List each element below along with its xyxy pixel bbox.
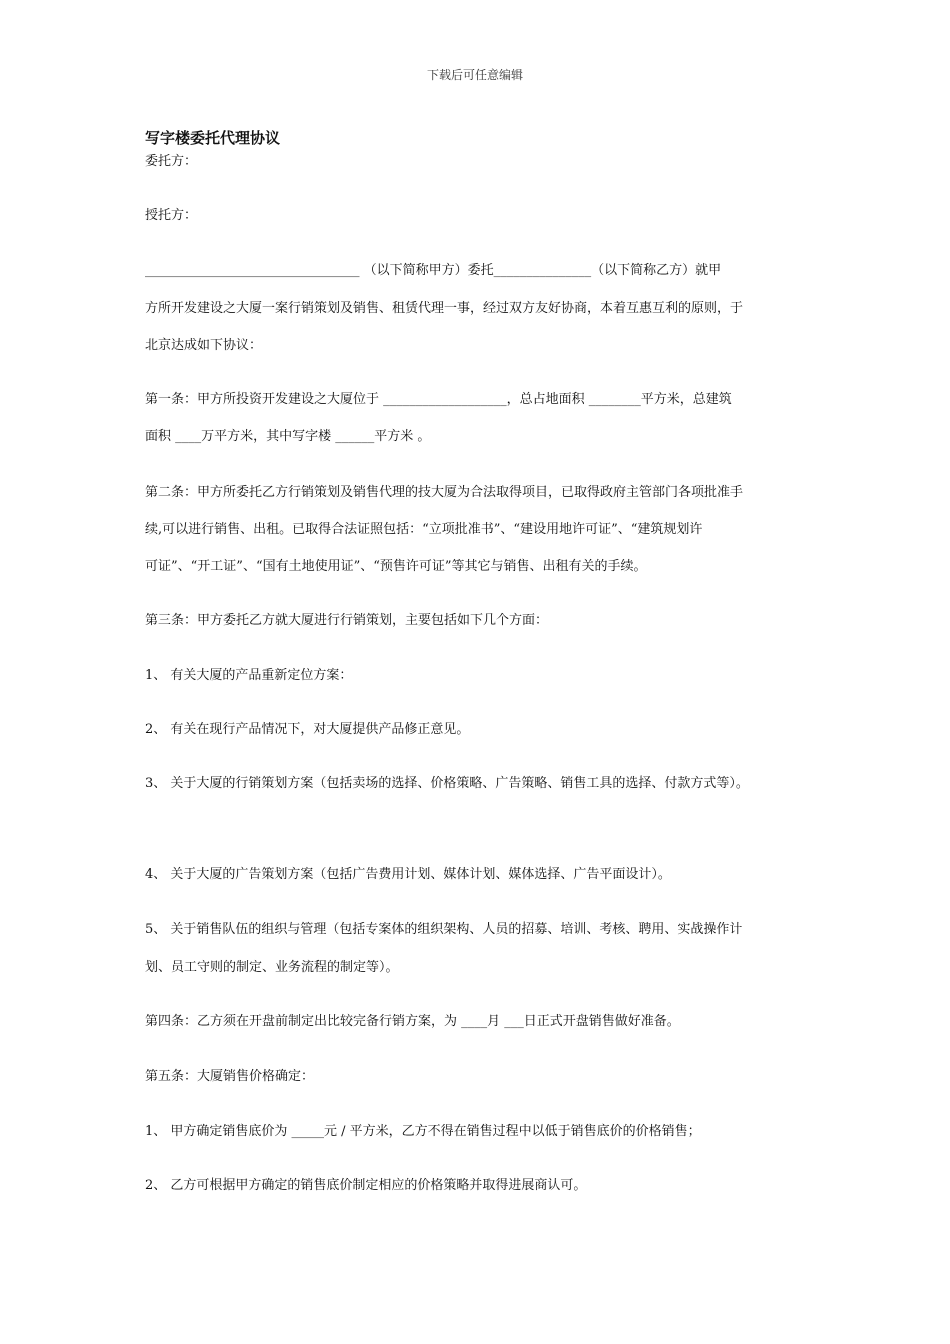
article-1-line-2: 面积 ____万平方米，其中写字楼 ______平方米 。 — [145, 429, 431, 444]
article-2-line-3: 可证”、“开工证”、“国有土地使用证”、“预售许可证”等其它与销售、出租有关的手续。 — [145, 559, 647, 574]
list-item-5-line-2: 划、员工守则的制定、业务流程的制定等）。 — [145, 960, 399, 975]
agent-line: 授托方： — [145, 208, 198, 223]
principal-line: 委托方： — [145, 154, 198, 169]
intro-line-3: 北京达成如下协议： — [145, 338, 263, 353]
price-item-2: 2、 乙方可根据甲方确定的销售底价制定相应的价格策略并取得进展商认可。 — [145, 1178, 587, 1193]
list-item-1: 1、 有关大厦的产品重新定位方案： — [145, 668, 353, 683]
list-item-3: 3、 关于大厦的行销策划方案（包括卖场的选择、价格策略、广告策略、销售工具的选择、付款方式等）。 — [145, 776, 749, 791]
intro-line-2: 方所开发建设之大厦一案行销策划及销售、租赁代理一事，经过双方友好协商，本着互惠互利的原则，于 — [145, 301, 744, 316]
list-item-5-line-1: 5、 关于销售队伍的组织与管理（包括专案体的组织架构、人员的招募、培训、考核、聘用、实战操作计 — [145, 922, 743, 937]
article-2-line-1: 第二条：甲方所委托乙方行销策划及销售代理的技大厦为合法取得项目，已取得政府主管部门各项批准手 — [145, 485, 744, 500]
article-2-line-2: 续,可以进行销售、出租。已取得合法证照包括：“立项批准书”、“建设用地许可证”、“建筑规划许 — [145, 522, 703, 537]
list-item-2: 2、 有关在现行产品情况下，对大厦提供产品修正意见。 — [145, 722, 470, 737]
article-4-line: 第四条：乙方须在开盘前制定出比较完备行销方案，为 ____月 ___日正式开盘销售做好准备。 — [145, 1014, 680, 1029]
list-item-4: 4、 关于大厦的广告策划方案（包括广告费用计划、媒体计划、媒体选择、广告平面设计）。 — [145, 867, 671, 882]
article-3-line: 第三条：甲方委托乙方就大厦进行行销策划，主要包括如下几个方面： — [145, 613, 549, 628]
intro-line-1: _________________________________ （以下简称甲方）委托_______________（以下简称乙方）就甲 — [145, 263, 722, 278]
article-5-line: 第五条：大厦销售价格确定： — [145, 1069, 315, 1084]
price-item-1: 1、 甲方确定销售底价为 _____元 / 平方米，乙方不得在销售过程中以低于销售底价的价格销售； — [145, 1124, 701, 1139]
document-title: 写字楼委托代理协议 — [145, 129, 281, 147]
article-1-line-1: 第一条：甲方所投资开发建设之大厦位于 ___________________，总占地面积 ________平方米，总建筑 — [145, 392, 732, 407]
page-header: 下载后可任意编辑 — [426, 68, 523, 82]
